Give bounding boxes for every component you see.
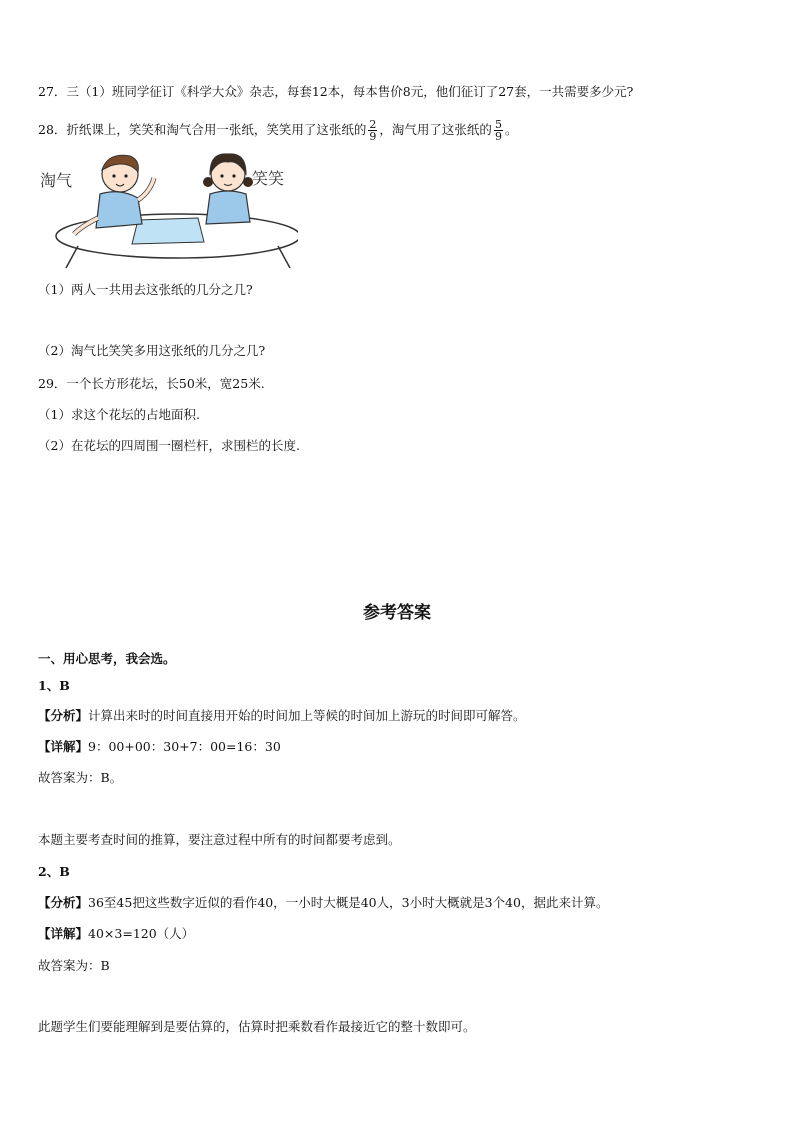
answer-1-detail: 【详解】9：00+00：30+7：00=16：30 xyxy=(38,739,281,754)
fraction-5-9: $\frac{5}{9}$ xyxy=(494,118,502,143)
question-29: 29．一个长方形花坛，长50米，宽25米. xyxy=(38,376,265,391)
question-29-sub1: （1）求这个花坛的占地面积. xyxy=(38,407,200,422)
analysis-tag: 【分析】 xyxy=(38,708,89,723)
label-xiaoxiao: 笑笑 xyxy=(252,169,285,188)
answer-2-label: 2、B xyxy=(38,864,70,879)
answer-2-conclusion: 故答案为：B xyxy=(38,958,110,973)
detail-tag: 【详解】 xyxy=(38,926,89,941)
question-27: 27．三（1）班同学征订《科学大众》杂志，每套12本，每本售价8元，他们征订了27套，一共需要多少元? xyxy=(38,84,634,99)
fraction-2-9: $\frac{2}{9}$ xyxy=(369,118,377,143)
answer-2-detail: 【详解】40×3=120（人） xyxy=(38,926,195,941)
answer-1-analysis: 【分析】计算出来时的时间直接用开始的时间加上等候的时间加上游玩的时间即可解答。 xyxy=(38,708,526,723)
answer-1-label: 1、B xyxy=(38,678,70,693)
answers-title: 参考答案 xyxy=(363,603,431,623)
answer-1-conclusion: 故答案为：B。 xyxy=(38,770,123,785)
q28-text-a: 28．折纸课上，笑笑和淘气合用一张纸，笑笑用了这张纸的 xyxy=(38,122,367,137)
label-taoqi: 淘气 xyxy=(40,171,73,190)
question-29-sub2: （2）在花坛的四周围一圈栏杆，求围栏的长度. xyxy=(38,438,300,453)
answer-2-analysis: 【分析】36至45把这些数字近似的看作40，一小时大概是40人，3小时大概就是3个40，据此来计算。 xyxy=(38,895,609,910)
answer-1-note: 本题主要考查时间的推算，要注意过程中所有的时间都要考虑到。 xyxy=(38,832,401,847)
children-at-table-image xyxy=(38,148,298,270)
question-28 xyxy=(38,119,517,142)
analysis-tag: 【分析】 xyxy=(38,895,89,910)
q28-text-b: ，淘气用了这张纸的 xyxy=(379,122,492,137)
answer-2-note: 此题学生们要能理解到是要估算的，估算时把乘数看作最接近它的整十数即可。 xyxy=(38,1019,476,1034)
q28-text-c: 。 xyxy=(504,122,518,137)
question-28-sub2: （2）淘气比笑笑多用这张纸的几分之几? xyxy=(38,343,266,358)
answers-section-heading: 一、用心思考，我会选。 xyxy=(38,651,176,666)
detail-tag: 【详解】 xyxy=(38,739,89,754)
question-28-sub1: （1）两人一共用去这张纸的几分之几? xyxy=(38,282,253,297)
origami-illustration xyxy=(38,148,298,270)
